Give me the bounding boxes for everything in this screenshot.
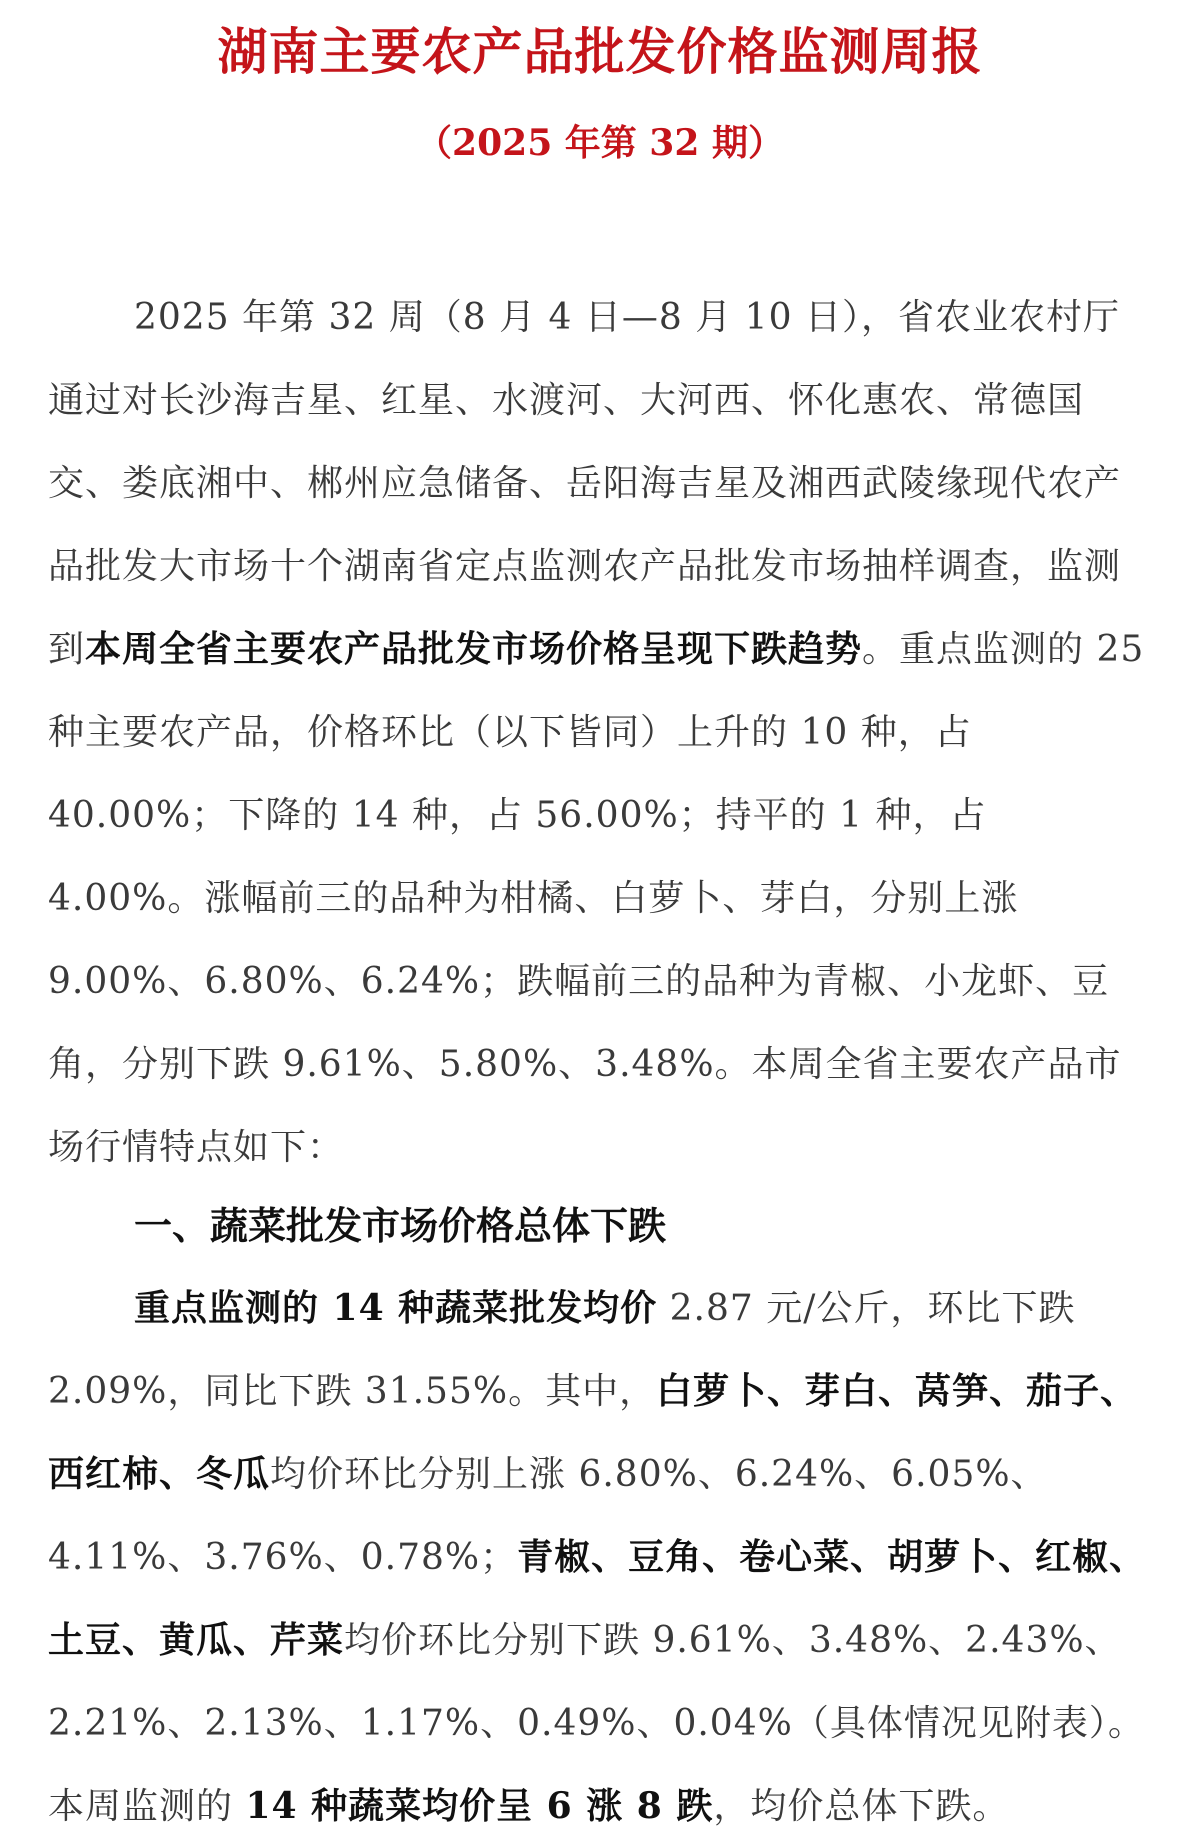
section-heading-vegetables: 一、蔬菜批发市场价格总体下跌: [134, 1204, 667, 1248]
veg-lead: 重点监测的 14 种蔬菜批发均价: [134, 1287, 658, 1329]
intro-highlight: 本周全省主要农产品批发市场价格呈现下跌趋势: [85, 628, 863, 670]
report-title: 湖南主要农产品批发价格监测周报: [217, 22, 983, 81]
veg-rising-items: 白萝卜、芽白、莴笋、茄子、西红柿、冬瓜: [48, 1370, 1138, 1495]
veg-average-stats: 2.87 元/公斤，环比下跌 2.09%，同比下跌 31.55%。其中，: [48, 1288, 1076, 1412]
veg-summary-bold: 14 种蔬菜均价呈 6 涨 8 跌: [245, 1785, 714, 1827]
veg-falling-items: 青椒、豆角、卷心菜、胡萝卜、红椒、土豆、黄瓜、芹菜: [48, 1536, 1147, 1661]
intro-text-part2: 。重点监测的 25 种主要农产品，价格环比（以下皆同）上升的 10 种，占 40.00%；下降的 14 种，占 56.00%；持平的 1 种，占 4.00%。涨幅前三的品种为柑橘、白萝卜、芽白，分别上涨 9.00%、6.80%、6.24%；跌幅前三的品种为青椒、小龙虾、豆角，分别下跌 9.61%、5.80%、3.48%。本周全省主要农产品市场行情特点如下：: [48, 629, 1145, 1168]
issue-number: （2025 年第 32 期）: [416, 122, 784, 164]
intro-text-part1: 2025 年第 32 周（8 月 4 日—8 月 10 日），省农业农村厅通过对长沙海吉星、红星、水渡河、大河西、怀化惠农、常德国交、娄底湘中、郴州应急储备、岳阳海吉星及湘西武陵缘现代农产品批发大市场十个湖南省定点监测农产品批发市场抽样调查，监测到: [48, 297, 1122, 670]
intro-paragraph: [48, 276, 1152, 1189]
vegetables-paragraph: [48, 1267, 1152, 1848]
veg-rising-text: 均价环比分别上涨 6.80%、6.24%、6.05%、4.11%、3.76%、0.78%；: [48, 1454, 1048, 1578]
veg-summary-tail: ，均价总体下跌。: [713, 1786, 1010, 1827]
veg-falling-text: 均价环比分别下跌 9.61%、3.48%、2.43%、2.21%、2.13%、1.17%、0.49%、0.04%（具体情况见附表）。本周监测的: [48, 1620, 1145, 1827]
